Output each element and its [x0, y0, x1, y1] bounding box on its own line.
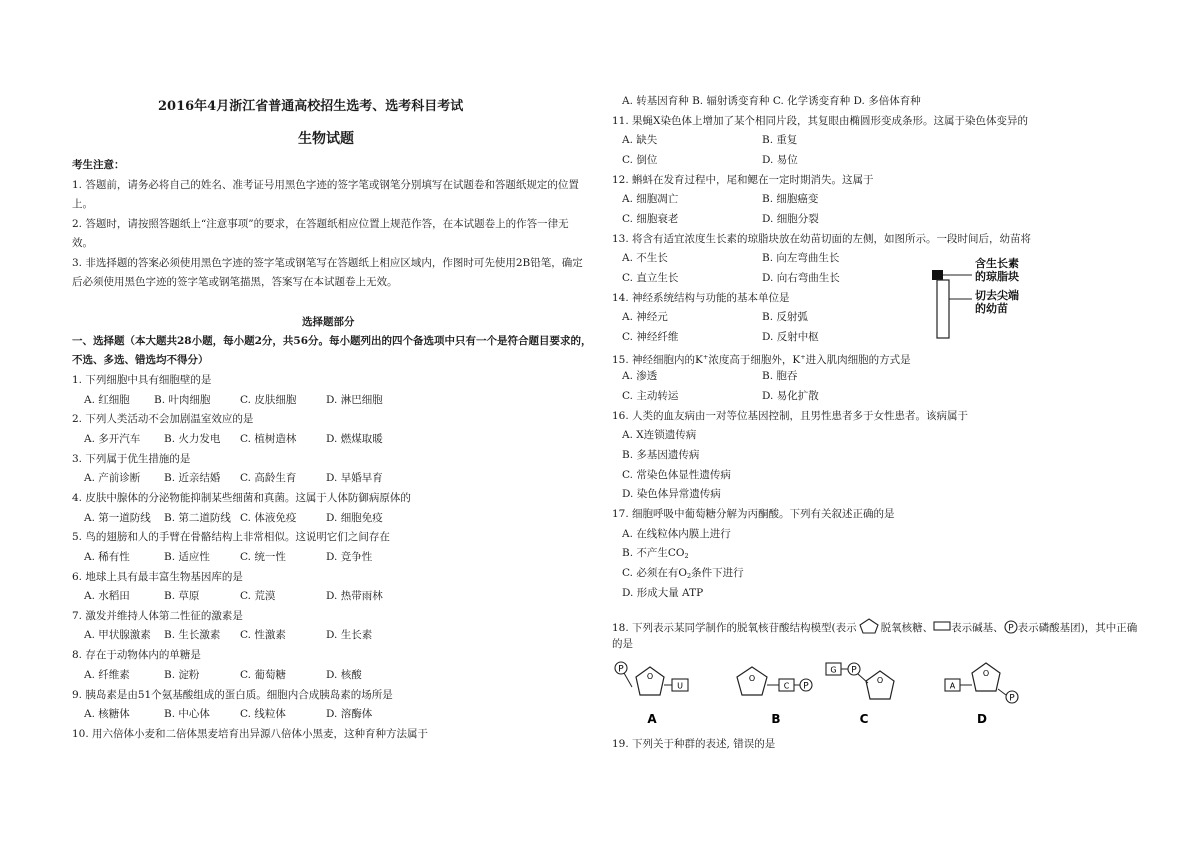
q8-option-a: A. 纤维素	[84, 669, 130, 681]
note-3b: 后必须使用黑色字迹的签字笔或钢笔描黑，答案写在本试题卷上无效。	[72, 276, 398, 288]
q15-option-b: B. 胞吞	[762, 370, 798, 382]
q2-option-b: B. 火力发电	[164, 433, 221, 445]
q9-option-a: A. 核糖体	[84, 708, 130, 720]
q8-option-d: D. 核酸	[326, 669, 362, 681]
model-a	[615, 662, 688, 726]
svg-text:C: C	[859, 712, 869, 726]
q1-option-b: B. 叶肉细胞	[154, 394, 211, 406]
q17-option-b: B. 不产生$CO_2$	[622, 547, 689, 560]
svg-text:P: P	[1009, 693, 1015, 704]
model-b	[737, 667, 812, 726]
q3-option-d: D. 早婚早育	[326, 472, 383, 484]
q2-option-d: D. 燃煤取暖	[326, 433, 383, 445]
q11-option-b: B. 重复	[762, 134, 798, 146]
q9-option-c: C. 线粒体	[240, 708, 286, 720]
q13-option-c: C. 直立生长	[622, 272, 679, 284]
fig-label-agar-2: 的琼脂块	[975, 270, 1019, 283]
section-head-2: 不选、多选、错选均不得分）	[72, 354, 209, 366]
q16-stem: 16. 人类的血友病由一对等位基因控制，且男性患者多于女性患者。该病属于	[612, 410, 969, 422]
q6-option-c: C. 荒漠	[240, 590, 276, 602]
q12-option-c: C. 细胞衰老	[622, 213, 679, 225]
q11-option-d: D. 易位	[762, 154, 798, 166]
q13-option-d: D. 向右弯曲生长	[762, 272, 840, 284]
q9-stem: 9. 胰岛素是由51个氨基酸组成的蛋白质。细胞内合成胰岛素的场所是	[72, 689, 393, 701]
model-d	[945, 663, 1018, 726]
exam-title: 2016年4月浙江省普通高校招生选考、选考科目考试	[158, 99, 464, 114]
q19-stem: 19. 下列关于种群的表述, 错误的是	[612, 738, 776, 750]
q5-option-a: A. 稀有性	[84, 551, 130, 563]
svg-text:O: O	[646, 672, 654, 681]
fig-label-agar-1: 含生长素	[975, 257, 1019, 270]
q2-option-c: C. 植树造林	[240, 433, 297, 445]
q6-option-a: A. 水稻田	[84, 590, 130, 602]
note-1b: 上。	[72, 198, 93, 210]
q15-option-c: C. 主动转运	[622, 390, 679, 402]
svg-text:D: D	[977, 712, 987, 726]
q5-option-d: D. 竞争性	[326, 551, 373, 563]
q15-stem: 15. 神经细胞内的K+浓度高于细胞外，K+进入肌肉细胞的方式是	[612, 353, 911, 366]
q8-option-c: C. 葡萄糖	[240, 669, 286, 681]
q13-stem: 13. 将含有适宜浓度生长素的琼脂块放在幼苗切面的左侧，如图所示。一段时间后，幼苗将	[612, 233, 1032, 245]
q9-option-d: D. 溶酶体	[326, 708, 373, 720]
q4-option-a: A. 第一道防线	[84, 512, 151, 524]
q18-stem-2: 的是	[612, 638, 633, 650]
svg-text:G: G	[830, 665, 837, 675]
q11-option-c: C. 倒位	[622, 154, 658, 166]
q6-stem: 6. 地球上具有最丰富生物基因库的是	[72, 571, 243, 583]
q14-option-c: C. 神经纤维	[622, 331, 679, 343]
svg-text:C: C	[783, 681, 790, 691]
agar-block	[932, 270, 943, 280]
note-3a: 3. 非选择题的答案必须使用黑色字迹的签字笔或钢笔写在答题纸上相应区域内，作图时可先使用2B铅笔，确定	[72, 257, 583, 269]
section-head-1: 一、选择题（本大题共28小题，每小题2分，共56分。每小题列出的四个备选项中只有一个是符合题目要求的，	[72, 335, 592, 347]
q7-option-c: C. 性激素	[240, 629, 286, 641]
svg-text:O: O	[982, 669, 990, 678]
q3-option-c: C. 高龄生育	[240, 472, 297, 484]
q4-option-b: B. 第二道防线	[164, 512, 231, 524]
q11-option-a: A. 缺失	[622, 134, 658, 146]
svg-text:P: P	[618, 664, 624, 675]
q5-option-c: C. 统一性	[240, 551, 286, 563]
svg-text:A: A	[949, 681, 956, 691]
q16-option-b: B. 多基因遗传病	[622, 449, 700, 461]
q14-option-b: B. 反射弧	[762, 311, 808, 323]
q17-option-d: D. 形成大量 ATP	[622, 587, 704, 599]
q18-stem: 18. 下列表示某同学制作的脱氧核苷酸结构模型(表示 脱氧核糖、 表示碱基、 P 表示磷酸基团)，其中正确	[612, 617, 1137, 635]
q1-stem: 1. 下列细胞中具有细胞壁的是	[72, 374, 212, 386]
q13-option-a: A. 不生长	[622, 252, 668, 264]
q3-option-a: A. 产前诊断	[84, 472, 141, 484]
q17-stem: 17. 细胞呼吸中葡萄糖分解为丙酮酸。下列有关叙述正确的是	[612, 508, 895, 520]
svg-text:P: P	[851, 665, 857, 676]
q12-option-b: B. 细胞癌变	[762, 193, 819, 205]
svg-text:U: U	[677, 681, 683, 691]
rectangle-icon	[933, 620, 951, 632]
q2-option-a: A. 多开汽车	[84, 433, 141, 445]
q1-option-c: C. 皮肤细胞	[240, 394, 297, 406]
q7-option-a: A. 甲状腺激素	[84, 629, 151, 641]
seedling-stem	[937, 280, 949, 338]
q12-option-d: D. 细胞分裂	[762, 213, 819, 225]
q14-option-d: D. 反射中枢	[762, 331, 819, 343]
q15-option-a: A. 渗透	[622, 370, 658, 382]
model-c	[826, 663, 894, 726]
q4-option-c: C. 体液免疫	[240, 512, 297, 524]
exam-subtitle: 生物试题	[298, 131, 354, 147]
q9-option-b: B. 中心体	[164, 708, 210, 720]
q10-options: A. 转基因育种 B. 辐射诱变育种 C. 化学诱变育种 D. 多倍体育种	[622, 95, 921, 107]
q10-stem: 10. 用六倍体小麦和二倍体黑麦培育出异源八倍体小黑麦，这种育种方法属于	[72, 728, 429, 740]
q8-stem: 8. 存在于动物体内的单糖是	[72, 649, 201, 661]
q2-stem: 2. 下列人类活动不会加剧温室效应的是	[72, 413, 254, 425]
svg-text:B: B	[771, 712, 781, 726]
svg-text:P: P	[1007, 623, 1014, 634]
q1-option-a: A. 红细胞	[84, 394, 130, 406]
q11-stem: 11. 果蝇X染色体上增加了某个相同片段，其复眼由椭圆形变成条形。这属于染色体变异的	[612, 115, 1029, 127]
q17-option-c: C. 必须在有$O_2$条件下进行	[622, 567, 744, 580]
fig-label-seedling-2: 的幼苗	[975, 302, 1008, 315]
svg-text:O: O	[876, 676, 884, 685]
notes-heading: 考生注意：	[72, 159, 125, 171]
note-2a: 2. 答题时，请按照答题纸上“注意事项”的要求，在答题纸相应位置上规范作答，在本试题卷上的作答一律无	[72, 218, 569, 230]
q16-option-d: D. 染色体异常遗传病	[622, 488, 721, 500]
q12-option-a: A. 细胞凋亡	[622, 193, 679, 205]
q8-option-b: B. 淀粉	[164, 669, 200, 681]
note-2b: 效。	[72, 237, 93, 249]
q6-option-b: B. 草原	[164, 590, 200, 602]
q14-stem: 14. 神经系统结构与功能的基本单位是	[612, 292, 790, 304]
svg-text:P: P	[803, 681, 809, 692]
svg-text:A: A	[647, 712, 657, 726]
q4-option-d: D. 细胞免疫	[326, 512, 383, 524]
q3-stem: 3. 下列属于优生措施的是	[72, 453, 191, 465]
q17-option-a: A. 在线粒体内膜上进行	[622, 528, 731, 540]
q7-option-d: D. 生长素	[326, 629, 373, 641]
q13-seedling-figure	[927, 255, 1037, 343]
q7-option-b: B. 生长激素	[164, 629, 221, 641]
note-1a: 1. 答题前，请务必将自己的姓名、准考证号用黑色字迹的签字笔或钢笔分别填写在试题卷和答题纸规定的位置	[72, 179, 579, 191]
section-title: 选择题部分	[302, 316, 355, 328]
q7-stem: 7. 激发并维持人体第二性征的激素是	[72, 610, 243, 622]
q6-option-d: D. 热带雨林	[326, 590, 383, 602]
q16-option-c: C. 常染色体显性遗传病	[622, 469, 731, 481]
q16-option-a: A. X连锁遗传病	[622, 429, 697, 441]
fig-label-seedling-1: 切去尖端	[975, 289, 1019, 302]
q18-nucleotide-models	[612, 655, 1032, 730]
svg-text:O: O	[748, 674, 756, 683]
q4-stem: 4. 皮肤中腺体的分泌物能抑制某些细菌和真菌。这属于人体防御病原体的	[72, 492, 411, 504]
q1-option-d: D. 淋巴细胞	[326, 394, 383, 406]
q5-stem: 5. 鸟的翅膀和人的手臂在骨骼结构上非常相似。这说明它们之间存在	[72, 531, 390, 543]
q12-stem: 12. 蝌蚪在发育过程中，尾和鳃在一定时期消失。这属于	[612, 174, 874, 186]
q5-option-b: B. 适应性	[164, 551, 210, 563]
q15-option-d: D. 易化扩散	[762, 390, 819, 402]
q14-option-a: A. 神经元	[622, 311, 668, 323]
q13-option-b: B. 向左弯曲生长	[762, 252, 840, 264]
circle-p-icon	[1004, 620, 1018, 634]
pentagon-icon	[857, 617, 881, 635]
q3-option-b: B. 近亲结婚	[164, 472, 221, 484]
